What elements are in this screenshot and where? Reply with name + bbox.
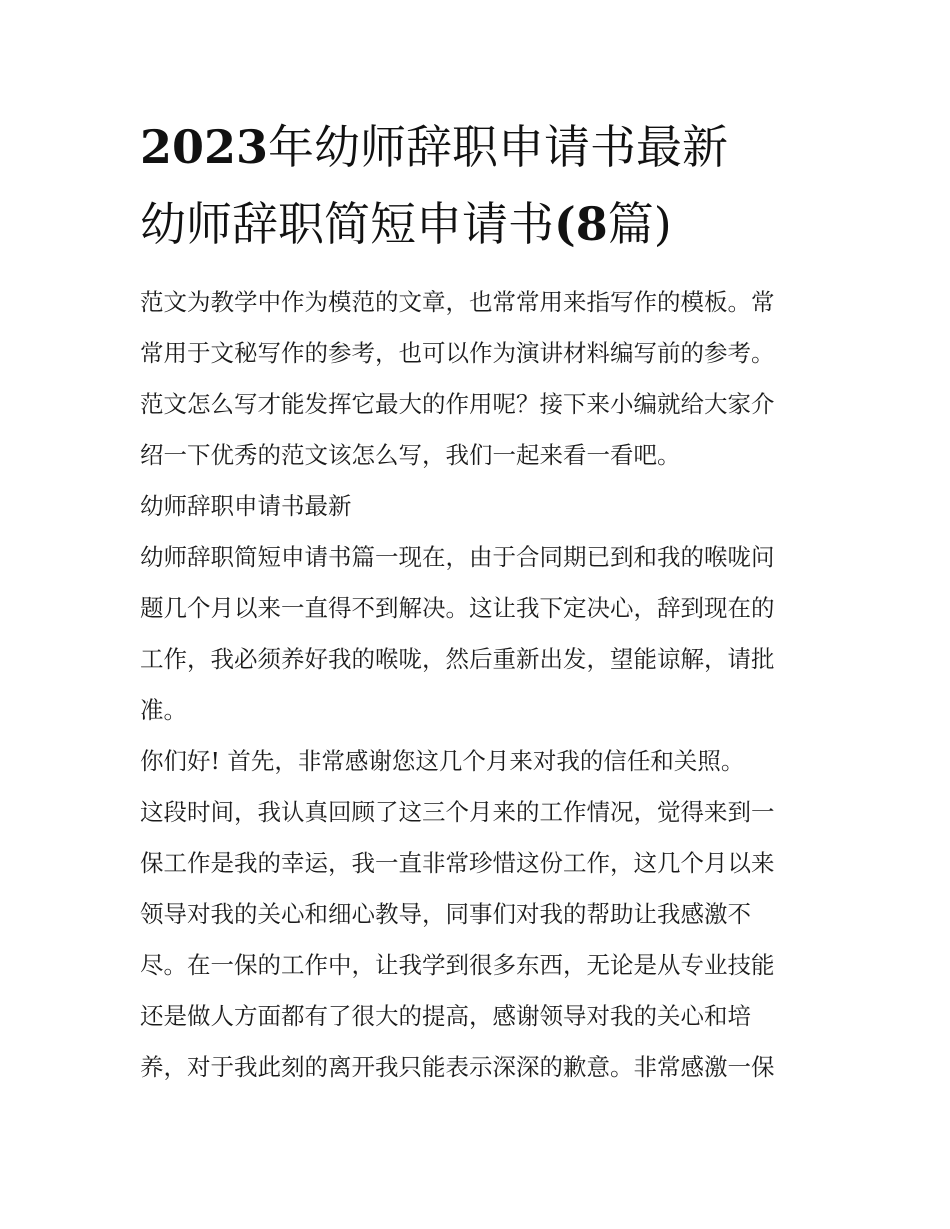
body-line: 常用于文秘写作的参考，也可以作为演讲材料编写前的参考。	[140, 339, 775, 367]
title-line-2-end: 篇)	[607, 197, 672, 251]
body-line: 范文怎么写才能发挥它最大的作用呢？接下来小编就给大家介	[140, 390, 775, 418]
body-line: 绍一下优秀的范文该怎么写，我们一起来看一看吧。	[140, 441, 681, 469]
body-line: 领导对我的关心和细心教导，同事们对我的帮助让我感激不	[140, 900, 751, 928]
body-line: 养，对于我此刻的离开我只能表示深深的歉意。非常感激一保	[140, 1053, 775, 1081]
body-line: 工作，我必须养好我的喉咙，然后重新出发，望能谅解，请批	[140, 645, 775, 673]
body-line: 还是做人方面都有了很大的提高，感谢领导对我的关心和培	[140, 1002, 751, 1030]
body-line: 幼师辞职简短申请书篇一现在，由于合同期已到和我的喉咙问	[140, 543, 775, 571]
body-line: 尽。在一保的工作中，让我学到很多东西，无论是从专业技能	[140, 951, 775, 979]
title-year: 2023	[140, 120, 269, 174]
body-line: 准。	[140, 696, 187, 724]
document-title-line-1	[140, 119, 840, 175]
title-line-1-text: 年幼师辞职申请书最新	[268, 120, 729, 174]
body-line: 范文为教学中作为模范的文章，也常常用来指写作的模板。常	[140, 288, 775, 316]
body-line: 题几个月以来一直得不到解决。这让我下定决心，辞到现在的	[140, 594, 775, 622]
title-line-2-text: 幼师辞职简短申请书	[140, 197, 554, 251]
body-line: 你们好! 首先，非常感谢您这几个月来对我的信任和关照。	[140, 747, 745, 775]
body-line: 这段时间，我认真回顾了这三个月来的工作情况，觉得来到一	[140, 798, 775, 826]
body-line: 保工作是我的幸运，我一直非常珍惜这份工作，这几个月以来	[140, 849, 775, 877]
document-title-line-2	[140, 196, 840, 252]
section-heading: 幼师辞职申请书最新	[140, 492, 352, 520]
title-count: (8	[554, 197, 608, 251]
document-body	[140, 282, 820, 1098]
